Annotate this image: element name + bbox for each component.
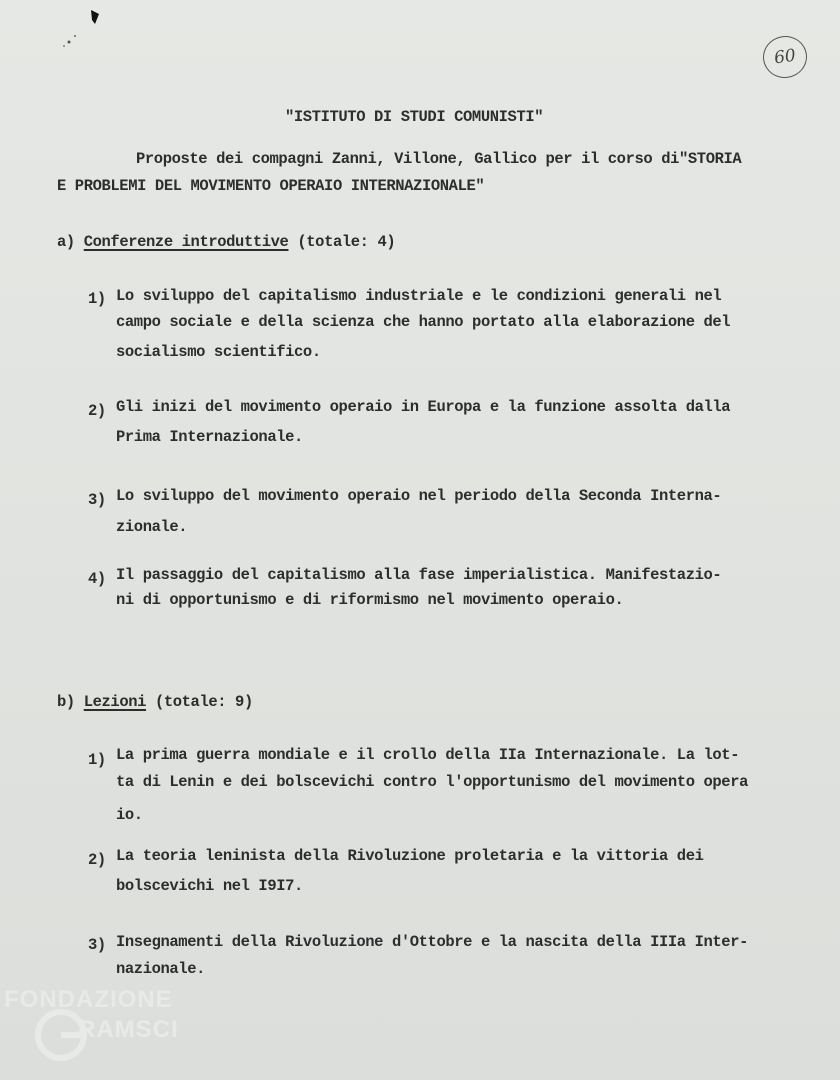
watermark-line-2: RAMSCI [78,1016,179,1043]
a4-line-2: ni di opportunismo e di riformismo nel movimento operaio. [116,591,624,609]
a1-line-2: campo sociale e della scienza che hanno portato alla elaborazione del [116,313,731,331]
archive-watermark [4,986,214,1076]
intro-line-2: E PROBLEMI DEL MOVIMENTO OPERAIO INTERNAZIONALE" [57,177,485,195]
page-number-stamp [760,33,809,81]
document-title: "ISTITUTO DI STUDI COMUNISTI" [285,108,544,126]
section-a-marker: a) [57,233,75,251]
b1-line-2: ta di Lenin e dei bolscevichi contro l'opportunismo del movimento opera [116,773,749,791]
section-b-heading: Lezioni [83,693,147,711]
a4-line-1: Il passaggio del capitalismo alla fase imperialistica. Manifestazio- [116,566,722,584]
b1-line-3: io. [116,806,143,824]
b3-line-1: Insegnamenti della Rivoluzione d'Ottobre e la nascita della IIIa Inter- [116,933,749,951]
section-b-header [57,693,253,711]
section-a-header [57,233,395,251]
a2-line-2: Prima Internazionale. [116,428,303,446]
a4-number: 4) [88,570,106,588]
b2-line-1: La teoria leninista della Rivoluzione proletaria e la vittoria dei [116,847,704,865]
b1-number: 1) [88,751,106,769]
b3-number: 3) [88,936,106,954]
section-b-total: (totale: 9) [154,693,253,711]
a2-number: 2) [88,402,106,420]
section-a-heading: Conferenze introduttive [83,233,289,251]
intro-line-1: Proposte dei compagni Zanni, Villone, Gallico per il corso di"STORIA [136,150,742,168]
a1-line-1: Lo sviluppo del capitalismo industriale e le condizioni generali nel [116,287,722,305]
ink-speck-mark [55,2,115,52]
b1-line-1: La prima guerra mondiale e il crollo della IIa Internazionale. La lot- [116,746,740,764]
a3-line-2: zionale. [116,518,188,536]
section-a-total: (totale: 4) [297,233,396,251]
a3-number: 3) [88,491,106,509]
section-b-marker: b) [57,693,75,711]
a1-number: 1) [88,290,106,308]
b3-line-2: nazionale. [116,960,206,978]
page-number: 60 [772,45,798,69]
a1-line-3: socialismo scientifico. [116,343,321,361]
b2-number: 2) [88,851,106,869]
a2-line-1: Gli inizi del movimento operaio in Europa e la funzione assolta dalla [116,398,731,416]
watermark-line-1: FONDAZIONE [4,986,173,1013]
b2-line-2: bolscevichi nel I9I7. [116,877,303,895]
a3-line-1: Lo sviluppo del movimento operaio nel periodo della Seconda Interna- [116,487,722,505]
